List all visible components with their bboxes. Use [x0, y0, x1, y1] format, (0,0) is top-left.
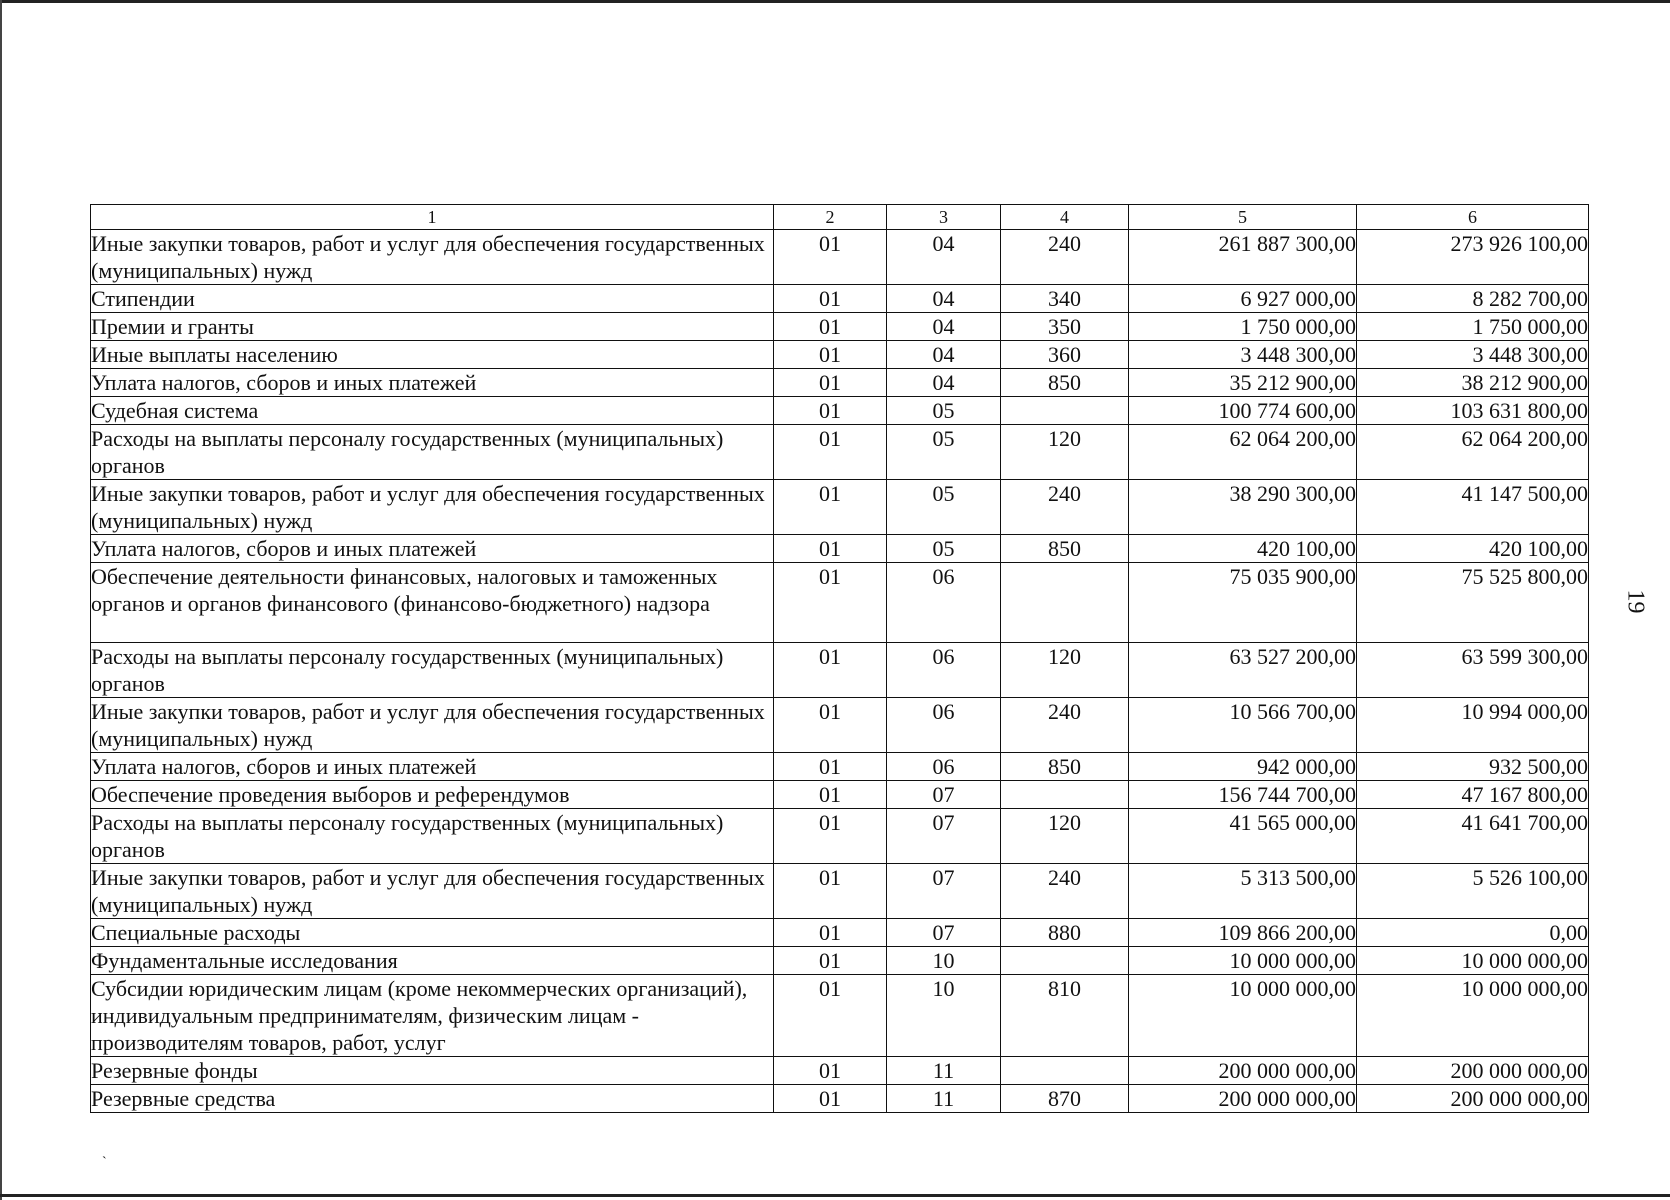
row-name-cell: Стипендии [91, 285, 774, 313]
table-row [91, 947, 1589, 975]
budget-table [90, 204, 1589, 1113]
subsection-code-cell: 05 [887, 397, 1001, 425]
page-bottom-border [0, 1194, 1670, 1197]
table-row [91, 369, 1589, 397]
section-code-cell: 01 [774, 397, 887, 425]
row-name-cell: Обеспечение проведения выборов и референдумов [91, 781, 774, 809]
expense-type-cell: 240 [1001, 698, 1129, 753]
section-code-cell: 01 [774, 809, 887, 864]
subsection-code-cell: 05 [887, 535, 1001, 563]
row-name-cell: Иные выплаты населению [91, 341, 774, 369]
subsection-code-cell: 04 [887, 341, 1001, 369]
amount-year1-cell: 10 000 000,00 [1129, 947, 1357, 975]
section-code-cell: 01 [774, 753, 887, 781]
amount-year2-cell: 10 000 000,00 [1357, 975, 1589, 1057]
amount-year2-cell: 47 167 800,00 [1357, 781, 1589, 809]
subsection-code-cell: 11 [887, 1057, 1001, 1085]
subsection-code-cell: 07 [887, 919, 1001, 947]
row-name-cell: Резервные фонды [91, 1057, 774, 1085]
amount-year1-cell: 100 774 600,00 [1129, 397, 1357, 425]
table-row [91, 313, 1589, 341]
amount-year2-cell: 932 500,00 [1357, 753, 1589, 781]
expense-type-cell: 240 [1001, 480, 1129, 535]
table-row [91, 753, 1589, 781]
amount-year2-cell: 0,00 [1357, 919, 1589, 947]
amount-year2-cell: 41 147 500,00 [1357, 480, 1589, 535]
expense-type-cell [1001, 781, 1129, 809]
amount-year1-cell: 1 750 000,00 [1129, 313, 1357, 341]
row-name-cell: Субсидии юридическим лицам (кроме некоммерческих организаций), индивидуальным предпринимателям, физическим лицам - производителям товаров, работ, услуг [91, 975, 774, 1057]
row-name-cell: Резервные средства [91, 1085, 774, 1113]
amount-year1-cell: 35 212 900,00 [1129, 369, 1357, 397]
subsection-code-cell: 05 [887, 425, 1001, 480]
amount-year1-cell: 261 887 300,00 [1129, 230, 1357, 285]
table-row [91, 864, 1589, 919]
amount-year2-cell: 3 448 300,00 [1357, 341, 1589, 369]
row-name-cell: Расходы на выплаты персоналу государственных (муниципальных) органов [91, 643, 774, 698]
page-left-border [0, 0, 2, 1200]
row-name-cell: Иные закупки товаров, работ и услуг для обеспечения государственных (муниципальных) нужд [91, 698, 774, 753]
table-row [91, 563, 1589, 643]
expense-type-cell: 360 [1001, 341, 1129, 369]
section-code-cell: 01 [774, 480, 887, 535]
subsection-code-cell: 10 [887, 947, 1001, 975]
amount-year2-cell: 62 064 200,00 [1357, 425, 1589, 480]
section-code-cell: 01 [774, 698, 887, 753]
expense-type-cell: 240 [1001, 230, 1129, 285]
section-code-cell: 01 [774, 643, 887, 698]
row-name-cell: Уплата налогов, сборов и иных платежей [91, 369, 774, 397]
row-name-cell: Уплата налогов, сборов и иных платежей [91, 753, 774, 781]
expense-type-cell: 850 [1001, 369, 1129, 397]
table-row [91, 1057, 1589, 1085]
amount-year1-cell: 10 000 000,00 [1129, 975, 1357, 1057]
table-header-row [91, 205, 1589, 230]
row-name-cell: Премии и гранты [91, 313, 774, 341]
subsection-code-cell: 04 [887, 285, 1001, 313]
amount-year1-cell: 5 313 500,00 [1129, 864, 1357, 919]
row-name-cell: Иные закупки товаров, работ и услуг для обеспечения государственных (муниципальных) нужд [91, 480, 774, 535]
amount-year2-cell: 103 631 800,00 [1357, 397, 1589, 425]
amount-year1-cell: 420 100,00 [1129, 535, 1357, 563]
table-row [91, 425, 1589, 480]
section-code-cell: 01 [774, 285, 887, 313]
expense-type-cell: 350 [1001, 313, 1129, 341]
subsection-code-cell: 07 [887, 864, 1001, 919]
amount-year1-cell: 200 000 000,00 [1129, 1057, 1357, 1085]
subsection-code-cell: 07 [887, 781, 1001, 809]
row-name-cell: Расходы на выплаты персоналу государственных (муниципальных) органов [91, 809, 774, 864]
section-code-cell: 01 [774, 563, 887, 643]
section-code-cell: 01 [774, 425, 887, 480]
column-header: 6 [1357, 205, 1589, 230]
table-row [91, 535, 1589, 563]
table-row [91, 397, 1589, 425]
column-header: 4 [1001, 205, 1129, 230]
section-code-cell: 01 [774, 975, 887, 1057]
subsection-code-cell: 06 [887, 753, 1001, 781]
section-code-cell: 01 [774, 864, 887, 919]
page-top-border [0, 0, 1670, 3]
subsection-code-cell: 11 [887, 1085, 1001, 1113]
amount-year1-cell: 3 448 300,00 [1129, 341, 1357, 369]
section-code-cell: 01 [774, 947, 887, 975]
amount-year2-cell: 8 282 700,00 [1357, 285, 1589, 313]
amount-year2-cell: 5 526 100,00 [1357, 864, 1589, 919]
scan-artifact-mark: ˋ [102, 1155, 107, 1170]
expense-type-cell: 120 [1001, 643, 1129, 698]
amount-year1-cell: 156 744 700,00 [1129, 781, 1357, 809]
column-header: 3 [887, 205, 1001, 230]
subsection-code-cell: 04 [887, 369, 1001, 397]
table-row [91, 781, 1589, 809]
column-header: 5 [1129, 205, 1357, 230]
subsection-code-cell: 05 [887, 480, 1001, 535]
row-name-cell: Иные закупки товаров, работ и услуг для обеспечения государственных (муниципальных) нужд [91, 864, 774, 919]
amount-year1-cell: 942 000,00 [1129, 753, 1357, 781]
amount-year1-cell: 75 035 900,00 [1129, 563, 1357, 643]
subsection-code-cell: 06 [887, 643, 1001, 698]
subsection-code-cell: 04 [887, 230, 1001, 285]
expense-type-cell: 240 [1001, 864, 1129, 919]
table-row [91, 341, 1589, 369]
expense-type-cell [1001, 397, 1129, 425]
section-code-cell: 01 [774, 341, 887, 369]
table-row [91, 230, 1589, 285]
amount-year2-cell: 41 641 700,00 [1357, 809, 1589, 864]
section-code-cell: 01 [774, 781, 887, 809]
row-name-cell: Расходы на выплаты персоналу государственных (муниципальных) органов [91, 425, 774, 480]
row-name-cell: Фундаментальные исследования [91, 947, 774, 975]
expense-type-cell [1001, 947, 1129, 975]
subsection-code-cell: 07 [887, 809, 1001, 864]
amount-year2-cell: 420 100,00 [1357, 535, 1589, 563]
subsection-code-cell: 10 [887, 975, 1001, 1057]
amount-year2-cell: 75 525 800,00 [1357, 563, 1589, 643]
column-header: 2 [774, 205, 887, 230]
section-code-cell: 01 [774, 313, 887, 341]
amount-year2-cell: 10 994 000,00 [1357, 698, 1589, 753]
column-header: 1 [91, 205, 774, 230]
row-name-cell: Обеспечение деятельности финансовых, налоговых и таможенных органов и органов финансового (финансово-бюджетного) надзора [91, 563, 774, 643]
amount-year1-cell: 62 064 200,00 [1129, 425, 1357, 480]
section-code-cell: 01 [774, 919, 887, 947]
section-code-cell: 01 [774, 1085, 887, 1113]
row-name-cell: Иные закупки товаров, работ и услуг для обеспечения государственных (муниципальных) нужд [91, 230, 774, 285]
table-row [91, 698, 1589, 753]
table-row [91, 919, 1589, 947]
amount-year2-cell: 200 000 000,00 [1357, 1085, 1589, 1113]
amount-year2-cell: 38 212 900,00 [1357, 369, 1589, 397]
section-code-cell: 01 [774, 535, 887, 563]
amount-year2-cell: 273 926 100,00 [1357, 230, 1589, 285]
expense-type-cell: 120 [1001, 809, 1129, 864]
amount-year1-cell: 200 000 000,00 [1129, 1085, 1357, 1113]
expense-type-cell: 870 [1001, 1085, 1129, 1113]
amount-year2-cell: 1 750 000,00 [1357, 313, 1589, 341]
amount-year1-cell: 63 527 200,00 [1129, 643, 1357, 698]
amount-year2-cell: 10 000 000,00 [1357, 947, 1589, 975]
table-row [91, 975, 1589, 1057]
expense-type-cell [1001, 563, 1129, 643]
section-code-cell: 01 [774, 230, 887, 285]
amount-year2-cell: 63 599 300,00 [1357, 643, 1589, 698]
section-code-cell: 01 [774, 369, 887, 397]
expense-type-cell: 850 [1001, 753, 1129, 781]
amount-year1-cell: 6 927 000,00 [1129, 285, 1357, 313]
amount-year1-cell: 109 866 200,00 [1129, 919, 1357, 947]
row-name-cell: Судебная система [91, 397, 774, 425]
expense-type-cell: 120 [1001, 425, 1129, 480]
row-name-cell: Уплата налогов, сборов и иных платежей [91, 535, 774, 563]
row-name-cell: Специальные расходы [91, 919, 774, 947]
amount-year2-cell: 200 000 000,00 [1357, 1057, 1589, 1085]
expense-type-cell [1001, 1057, 1129, 1085]
amount-year1-cell: 41 565 000,00 [1129, 809, 1357, 864]
table-row [91, 480, 1589, 535]
table-row [91, 1085, 1589, 1113]
table-body [91, 230, 1589, 1113]
subsection-code-cell: 04 [887, 313, 1001, 341]
expense-type-cell: 880 [1001, 919, 1129, 947]
table-row [91, 809, 1589, 864]
amount-year1-cell: 38 290 300,00 [1129, 480, 1357, 535]
amount-year1-cell: 10 566 700,00 [1129, 698, 1357, 753]
expense-type-cell: 850 [1001, 535, 1129, 563]
section-code-cell: 01 [774, 1057, 887, 1085]
page-number: 19 [1622, 589, 1649, 614]
expense-type-cell: 340 [1001, 285, 1129, 313]
table-row [91, 643, 1589, 698]
table-row [91, 285, 1589, 313]
subsection-code-cell: 06 [887, 563, 1001, 643]
subsection-code-cell: 06 [887, 698, 1001, 753]
expense-type-cell: 810 [1001, 975, 1129, 1057]
